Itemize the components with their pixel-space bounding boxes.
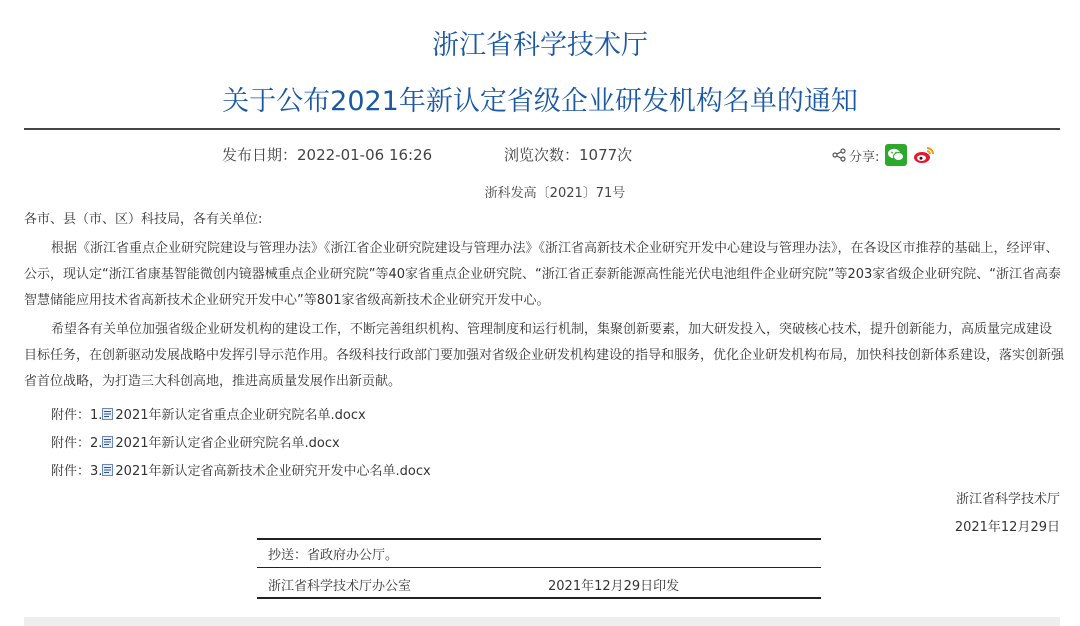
attachment-prefix: 附件：2. xyxy=(51,436,103,451)
attachment-item xyxy=(51,460,431,479)
attachment-link[interactable]: 2021年新认定省高新技术企业研究开发中心名单.docx xyxy=(115,464,431,479)
document-number: 浙科发高〔2021〕71号 xyxy=(484,186,626,201)
weibo-icon xyxy=(913,145,935,165)
page-title: 关于公布2021年新认定省级企业研发机构名单的通知 xyxy=(222,86,858,117)
issuer-title: 浙江省科学技术厅 xyxy=(432,30,648,61)
cc-mid-rule xyxy=(257,567,821,568)
wechat-share-button[interactable] xyxy=(885,144,907,166)
view-count: 浏览次数：1077次 xyxy=(504,146,633,164)
cc-line: 抄送：省政府办公厅。 xyxy=(268,548,399,563)
docx-file-icon xyxy=(102,408,113,420)
print-date: 2021年12月29日印发 xyxy=(548,579,680,594)
issuing-office: 浙江省科学技术厅办公室 xyxy=(268,579,412,594)
attachment-prefix: 附件：1. xyxy=(51,408,103,423)
docx-file-icon xyxy=(102,464,113,476)
salutation: 各市、县（市、区）科技局，各有关单位: xyxy=(24,212,263,227)
attachment-link[interactable]: 2021年新认定省重点企业研究院名单.docx xyxy=(115,408,366,423)
title-divider xyxy=(24,128,1060,130)
weibo-share-button[interactable] xyxy=(913,144,935,166)
share-bar xyxy=(832,144,935,166)
share-label: 分享: xyxy=(849,149,880,165)
paragraph-2: 希望各有关单位加强省级企业研发机构的建设工作，不断完善组织机构、管理制度和运行机制，集聚创新要素，加大研发投入，突破核心技术，提升创新能力，高质量完成建设目标任务，在创新驱动发展战略中发挥引导示范作用。各级科技行政部门要加强对省级企业研发机构建设的指导和服务，优化企业研发机构布局，加快科技创新体系建设，落实创新强省首位战略，为打造三大科创高地，推进高质量发展作出新贡献。 xyxy=(24,322,1065,389)
attachment-link[interactable]: 2021年新认定省企业研究院名单.docx xyxy=(115,436,340,451)
cc-bottom-rule xyxy=(257,597,821,599)
signature-org: 浙江省科学技术厅 xyxy=(955,492,1060,507)
publish-date: 发布日期：2022-01-06 16:26 xyxy=(222,146,433,164)
paragraph-1: 根据《浙江省重点企业研究院建设与管理办法》《浙江省企业研究院建设与管理办法》《浙江省高新技术企业研究开发中心建设与管理办法》，在各设区市推荐的基础上，经评审、公示，现认定“浙江省康基智能微创内镜器械重点企业研究院”等40家省重点企业研究院、“浙江省正泰新能源高性能光伏电池组件企业研究院”等203家省级企业研究院、“浙江省高泰智慧储能应用技术省高新技术企业研究开发中心”等801家省级高新技术企业研究开发中心。 xyxy=(24,241,1062,308)
cc-top-rule xyxy=(257,538,821,540)
signature-date: 2021年12月29日 xyxy=(954,520,1060,535)
attachment-prefix: 附件：3. xyxy=(51,464,103,479)
attachment-item xyxy=(51,432,340,451)
attachment-item xyxy=(51,404,366,423)
share-icon xyxy=(832,148,846,162)
footer-bar xyxy=(24,617,1060,626)
docx-file-icon xyxy=(102,436,113,448)
wechat-icon xyxy=(887,147,905,163)
